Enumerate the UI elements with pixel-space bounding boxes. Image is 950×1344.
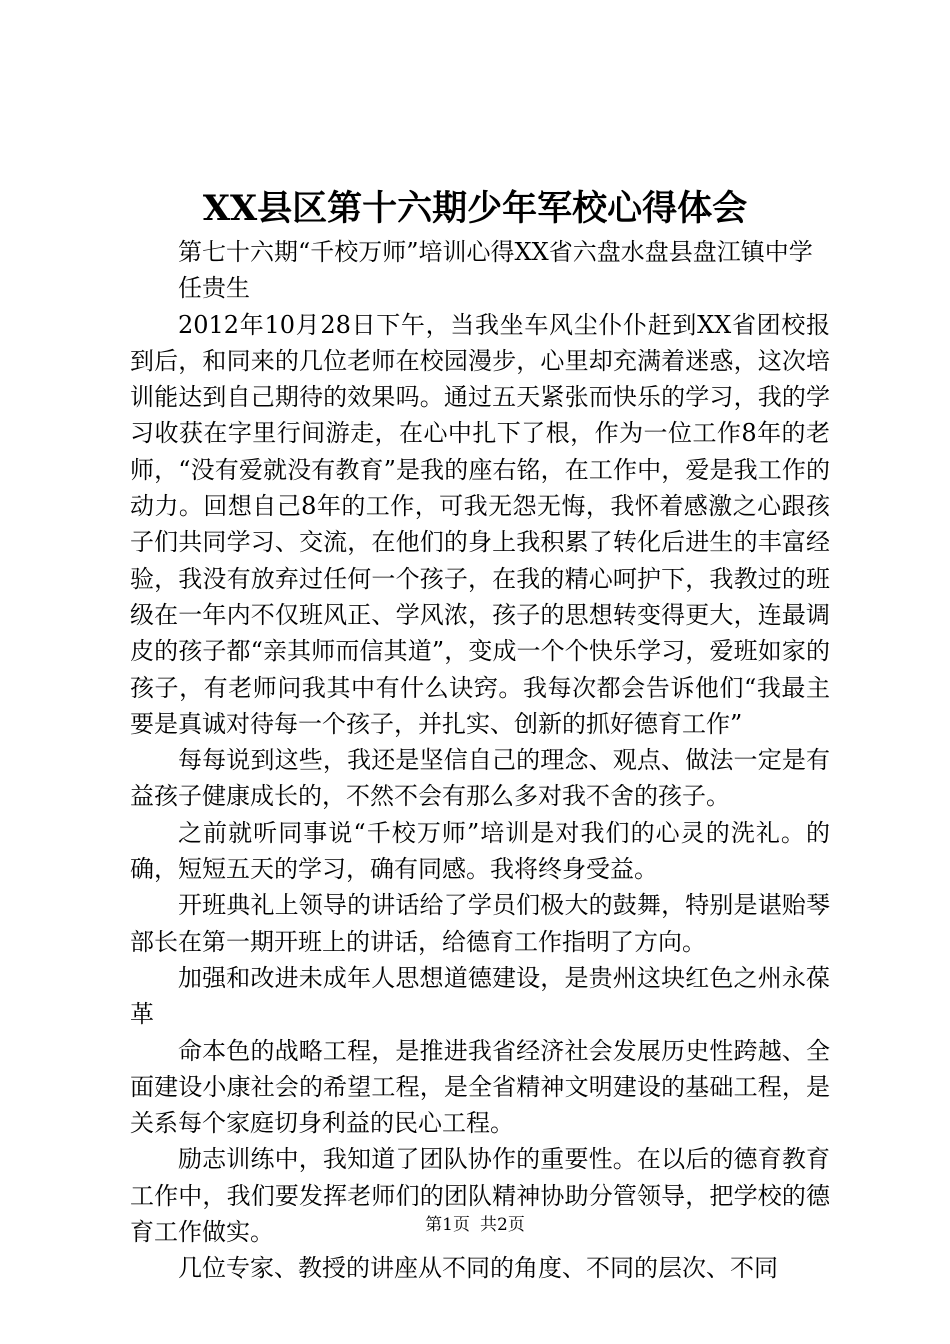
- page-number-total: 共2页: [480, 1215, 525, 1235]
- paragraph: 加强和改进未成年人思想道德建设，是贵州这块红色之州永葆革: [130, 963, 830, 1029]
- paragraph: 之前就听同事说“千校万师”培训是对我们的心灵的洗礼。的确，短短五天的学习，确有同感。我将终身受益。: [130, 818, 830, 884]
- page-footer: [0, 1213, 950, 1237]
- document-body: [130, 234, 830, 1287]
- paragraph-author: 任贵生: [178, 274, 250, 303]
- paragraph-subtitle: 第七十六期“千校万师”培训心得XX省六盘水盘县盘江镇中学: [178, 238, 813, 266]
- paragraph: 开班典礼上领导的讲话给了学员们极大的鼓舞，特别是谌贻琴部长在第一期开班上的讲话，给德育工作指明了方向。: [130, 891, 830, 956]
- paragraph: 每每说到这些，我还是坚信自己的理念、观点、做法一定是有益孩子健康成长的，不然不会有那么多对我不舍的孩子。: [130, 746, 830, 811]
- document-title: XX县区第十六期少年军校心得体会: [202, 188, 748, 229]
- paragraph-intro: 2012年10月28日下午，当我坐车风尘仆仆赶到XX省团校报到后，和同来的几位老师在校园漫步，心里却充满着迷惑，这次培训能达到自己期待的效果吗。通过五天紧张而快乐的学习，我的学习收获在字里行间游走，在心中扎下了根，作为一位工作8年的老师，“没有爱就没有教育”是我的座右铭，在工作中，爱是我工作的动力。回想自己8年的工作，可我无怨无悔，我怀着感激之心跟孩子们共同学习、交流，在他们的身上我积累了转化后进生的丰富经验，我没有放弃过任何一个孩子，在我的精心呵护下，我教过的班级在一年内不仅班风正、学风浓，孩子的思想转变得更大，连最调皮的孩子都“亲其师而信其道”，变成一个个快乐学习，爱班如家的孩子，有老师问我其中有什么诀窍。我每次都会告诉他们“我最主要是真诚对待每一个孩子，并扎实、创新的抓好德育工作”: [130, 310, 830, 738]
- paragraph: 命本色的战略工程，是推进我省经济社会发展历史性跨越、全面建设小康社会的希望工程，是全省精神文明建设的基础工程，是关系每个家庭切身利益的民心工程。: [130, 1036, 830, 1138]
- paragraph: 励志训练中，我知道了团队协作的重要性。在以后的德育教育工作中，我们要发挥老师们的团队精神协助分管领导，把学校的德育工作做实。: [130, 1145, 830, 1247]
- paragraph: 几位专家、教授的讲座从不同的角度、不同的层次、不同: [178, 1254, 778, 1283]
- page-number-current: 第1页: [425, 1215, 470, 1235]
